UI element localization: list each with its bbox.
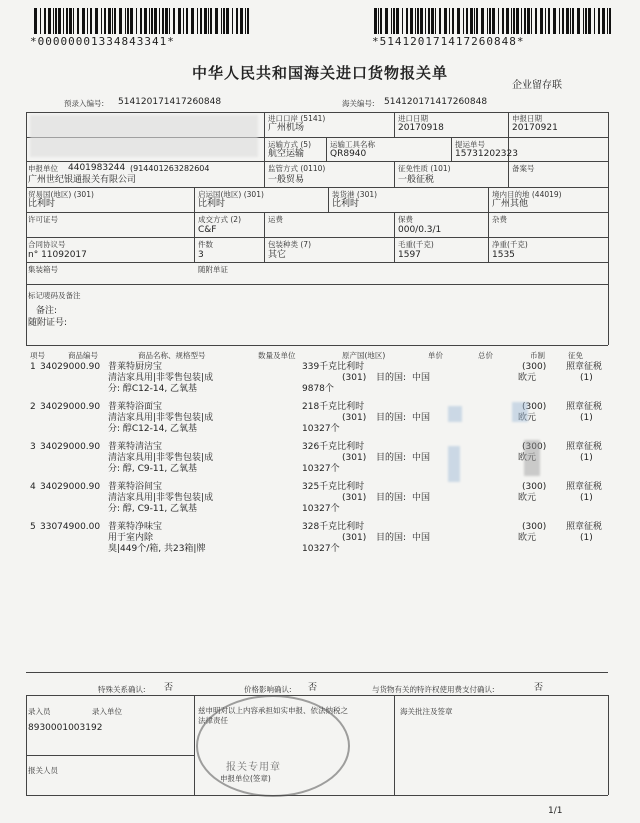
barcode-left <box>34 8 252 34</box>
declare-date-label: 申报日期 <box>512 114 542 123</box>
redacted-area <box>30 115 258 157</box>
row-dest-label: 目的国: <box>376 413 407 423</box>
row-currency-code: (300) <box>522 482 547 492</box>
marks-label: 标记唛码及备注 <box>28 291 81 300</box>
grid-line <box>26 112 27 345</box>
royalty-label: 与货物有关的特许权使用费支付确认: <box>372 685 495 694</box>
row-dest: 中国 <box>412 533 431 543</box>
grid-line <box>26 672 608 673</box>
dest: 广州其他 <box>492 199 529 209</box>
row-tax-code: (1) <box>580 493 593 503</box>
row-no: 4 <box>30 482 36 492</box>
declaration-text1: 兹申明对以上内容承担如实申报、依法纳税之 <box>198 706 348 715</box>
net: 1535 <box>492 250 515 260</box>
insurance: 000/0.3/1 <box>398 225 442 235</box>
redacted-price <box>448 446 460 482</box>
transport-name-label: 运输工具名称 <box>330 140 375 149</box>
pack-type: 其它 <box>268 250 287 260</box>
row-no: 2 <box>30 402 36 412</box>
attach-label: 随附单证 <box>198 265 228 274</box>
table-header-4: 原产国(地区) <box>342 351 386 360</box>
grid-line <box>394 161 395 187</box>
row-name: 普莱特净味宝 <box>108 522 163 532</box>
transport-mode-label: 运输方式 (5) <box>268 140 312 149</box>
special: 否 <box>164 683 174 693</box>
row-no: 1 <box>30 362 36 372</box>
row-tax-code: (1) <box>580 373 593 383</box>
stamp-text: 报关专用章 <box>226 762 281 773</box>
row-dest-label: 目的国: <box>376 533 407 543</box>
row-dest: 中国 <box>412 493 431 503</box>
table-header-8: 征免 <box>568 351 583 360</box>
row-code: 34029000.90 <box>40 442 101 452</box>
grid-line <box>394 695 395 795</box>
row-currency: 欧元 <box>518 453 537 463</box>
bill-no-label: 提运单号 <box>455 140 485 149</box>
row-dest-label: 目的国: <box>376 373 407 383</box>
grid-line <box>194 187 195 262</box>
row-qty-count: 10327个 <box>302 544 340 554</box>
row-tax: 照章征税 <box>566 362 603 372</box>
grid-line <box>394 212 395 262</box>
customs-no: 514120171417260848 <box>384 97 488 107</box>
grid-line <box>26 755 194 756</box>
grid-line <box>326 137 327 161</box>
row-spec: 分: 醇, C9-11, 乙氧基 <box>108 464 198 474</box>
origin-country-label: 启运国(地区) (301) <box>198 190 264 199</box>
row-code: 34029000.90 <box>40 482 101 492</box>
grid-line <box>26 695 608 696</box>
deal-mode-label: 成交方式 (2) <box>198 215 242 224</box>
row-name: 普莱特浴面宝 <box>108 402 163 412</box>
row-tax: 照章征税 <box>566 442 603 452</box>
redacted-price <box>512 402 528 422</box>
grid-line <box>26 187 608 188</box>
row-qty: 218千克比利时 <box>302 402 365 412</box>
row-name: 普莱特浴间宝 <box>108 482 163 492</box>
row-tax-code: (1) <box>580 453 593 463</box>
trade-country: 比利时 <box>28 199 56 209</box>
row-qty-count: 10327个 <box>302 464 340 474</box>
ship-port-label: 装货港 (301) <box>332 190 378 199</box>
row-spec: 分: 醇, C9-11, 乙氧基 <box>108 504 198 514</box>
grid-line <box>264 212 265 262</box>
special-label: 特殊关系确认: <box>98 685 146 694</box>
row-dest: 中国 <box>412 373 431 383</box>
tax-nature-label: 征免性质 (101) <box>398 164 451 173</box>
row-currency-code: (300) <box>522 362 547 372</box>
grid-line <box>26 212 608 213</box>
declare-date: 20170921 <box>512 123 558 133</box>
entry-person-no: 8930001003192 <box>28 723 103 733</box>
row-currency-code: (300) <box>522 442 547 452</box>
misc-label: 杂费 <box>492 215 507 224</box>
row-no: 5 <box>30 522 36 532</box>
table-header-7: 币制 <box>530 351 545 360</box>
tax-nature: 一般征税 <box>398 175 435 185</box>
row-code: 34029000.90 <box>40 402 101 412</box>
row-tax-code: (1) <box>580 533 593 543</box>
grid-line <box>394 112 395 137</box>
insurance-label: 保费 <box>398 215 413 224</box>
declarant-name: 广州世纪银通报关有限公司 <box>28 175 137 185</box>
row-currency: 欧元 <box>518 373 537 383</box>
row-spec: 分: 醇C12-14, 乙氧基 <box>108 424 198 434</box>
barcode-left-number: *00000001334843341* <box>30 35 175 48</box>
table-header-2: 商品名称、规格型号 <box>138 351 206 360</box>
barcode-right-number: *514120171417260848* <box>372 35 525 48</box>
barcode-right <box>374 8 612 34</box>
row-currency: 欧元 <box>518 413 537 423</box>
table-header-6: 总价 <box>478 351 493 360</box>
import-date-label: 进口日期 <box>398 114 428 123</box>
redacted-price <box>448 406 462 422</box>
row-code: 34029000.90 <box>40 362 101 372</box>
row-qty: 326千克比利时 <box>302 442 365 452</box>
contract: n° 11092017 <box>28 250 87 260</box>
bill-no: 15731202323 <box>455 149 518 159</box>
row-dest-label: 目的国: <box>376 493 407 503</box>
import-date: 20170918 <box>398 123 444 133</box>
row-tax-code: (1) <box>580 413 593 423</box>
grid-line <box>451 137 452 161</box>
pre-entry-label: 预录入编号: <box>64 99 105 108</box>
grid-line <box>264 112 265 187</box>
table-header-1: 商品编号 <box>68 351 98 360</box>
grid-line <box>26 345 608 346</box>
dest-label: 境内目的地 (44019) <box>492 190 562 199</box>
row-qty-code: (301) <box>342 533 367 543</box>
license-label: 许可证号 <box>28 215 58 224</box>
packages: 3 <box>198 250 204 260</box>
row-currency-code: (300) <box>522 402 547 412</box>
transport-mode: 航空运输 <box>268 149 305 159</box>
row-spec: 分: 醇C12-14, 乙氧基 <box>108 384 198 394</box>
row-tax: 照章征税 <box>566 482 603 492</box>
row-dest: 中国 <box>412 453 431 463</box>
table-header-3: 数量及单位 <box>258 351 296 360</box>
grid-line <box>194 695 195 795</box>
pack-type-label: 包装种类 (7) <box>268 240 312 249</box>
grid-line <box>328 187 329 212</box>
supervision: 一般贸易 <box>268 175 305 185</box>
transport-name: QR8940 <box>330 149 367 159</box>
record-no-label: 备案号 <box>512 164 535 173</box>
grid-line <box>608 112 609 345</box>
grid-line <box>26 262 608 263</box>
grid-line <box>26 284 608 285</box>
row-tax: 照章征税 <box>566 522 603 532</box>
row-currency: 欧元 <box>518 493 537 503</box>
customs-note-label: 海关批注及签章 <box>400 707 453 716</box>
container-label: 集装箱号 <box>28 265 58 274</box>
row-qty-count: 10327个 <box>302 424 340 434</box>
origin-country: 比利时 <box>198 199 226 209</box>
table-header-5: 单价 <box>428 351 443 360</box>
entry-person-label: 录入员 <box>28 707 51 716</box>
row-dest-label: 目的国: <box>376 453 407 463</box>
remark-label: 备注: <box>36 306 58 316</box>
import-port: 广州机场 <box>268 123 305 133</box>
freight-label: 运费 <box>268 215 283 224</box>
row-spec: 清洁家具用|非零售包装|成 <box>108 453 214 463</box>
row-currency-code: (300) <box>522 522 547 532</box>
row-tax: 照章征税 <box>566 402 603 412</box>
redacted-price <box>524 440 540 476</box>
row-qty-count: 9878个 <box>302 384 334 394</box>
net-label: 净重(千克) <box>492 240 528 249</box>
copy-type: 企业留存联 <box>512 80 562 91</box>
declarant-label: 申报单位 <box>28 164 58 173</box>
declarant-code2: (914401263282604 <box>130 164 210 173</box>
row-spec: 清洁家具用|非零售包装|成 <box>108 493 214 503</box>
deal-mode: C&F <box>198 225 217 235</box>
company-stamp <box>196 695 350 797</box>
row-qty: 339千克比利时 <box>302 362 365 372</box>
grid-line <box>26 161 608 162</box>
declarant-sign-label: 申报单位(签章) <box>220 774 271 783</box>
row-qty-code: (301) <box>342 493 367 503</box>
row-name: 普莱特厨房宝 <box>108 362 163 372</box>
row-qty-code: (301) <box>342 453 367 463</box>
document-title: 中华人民共和国海关进口货物报关单 <box>191 64 448 82</box>
ship-port: 比利时 <box>332 199 360 209</box>
trade-country-label: 贸易国(地区) (301) <box>28 190 94 199</box>
row-dest: 中国 <box>412 413 431 423</box>
customs-no-label: 海关编号: <box>342 99 375 108</box>
row-code: 33074900.00 <box>40 522 101 532</box>
table-header-0: 项号 <box>30 351 45 360</box>
row-qty-code: (301) <box>342 373 367 383</box>
grid-line <box>26 237 608 238</box>
gross-label: 毛重(千克) <box>398 240 434 249</box>
row-spec: 清洁家具用|非零售包装|成 <box>108 413 214 423</box>
reporter-label: 报关人员 <box>28 766 58 775</box>
attach-no-label: 随附证号: <box>28 318 68 328</box>
contract-label: 合同协议号 <box>28 240 66 249</box>
declarant-code: 4401983244 <box>68 163 126 173</box>
row-currency: 欧元 <box>518 533 537 543</box>
row-qty: 325千克比利时 <box>302 482 365 492</box>
declaration-text2: 法律责任 <box>198 716 228 725</box>
grid-line <box>26 795 608 796</box>
grid-line <box>488 212 489 262</box>
row-qty-code: (301) <box>342 413 367 423</box>
row-qty-count: 10327个 <box>302 504 340 514</box>
gross: 1597 <box>398 250 421 260</box>
import-port-label: 进口口岸 (5141) <box>268 114 326 123</box>
row-no: 3 <box>30 442 36 452</box>
row-spec: 臭|449个/箱, 共23箱|牌 <box>108 544 206 554</box>
supervision-label: 监管方式 (0110) <box>268 164 326 173</box>
packages-label: 件数 <box>198 240 213 249</box>
row-spec: 用于室内除 <box>108 533 154 543</box>
row-name: 普莱特清洁宝 <box>108 442 163 452</box>
entry-unit-label: 录入单位 <box>92 707 122 716</box>
price-label: 价格影响确认: <box>244 685 292 694</box>
row-qty: 328千克比利时 <box>302 522 365 532</box>
row-spec: 清洁家具用|非零售包装|成 <box>108 373 214 383</box>
pre-entry-no: 514120171417260848 <box>118 97 222 107</box>
grid-line <box>608 695 609 795</box>
price: 否 <box>308 683 318 693</box>
page-number: 1/1 <box>548 806 563 816</box>
grid-line <box>26 695 27 795</box>
royalty: 否 <box>534 683 544 693</box>
